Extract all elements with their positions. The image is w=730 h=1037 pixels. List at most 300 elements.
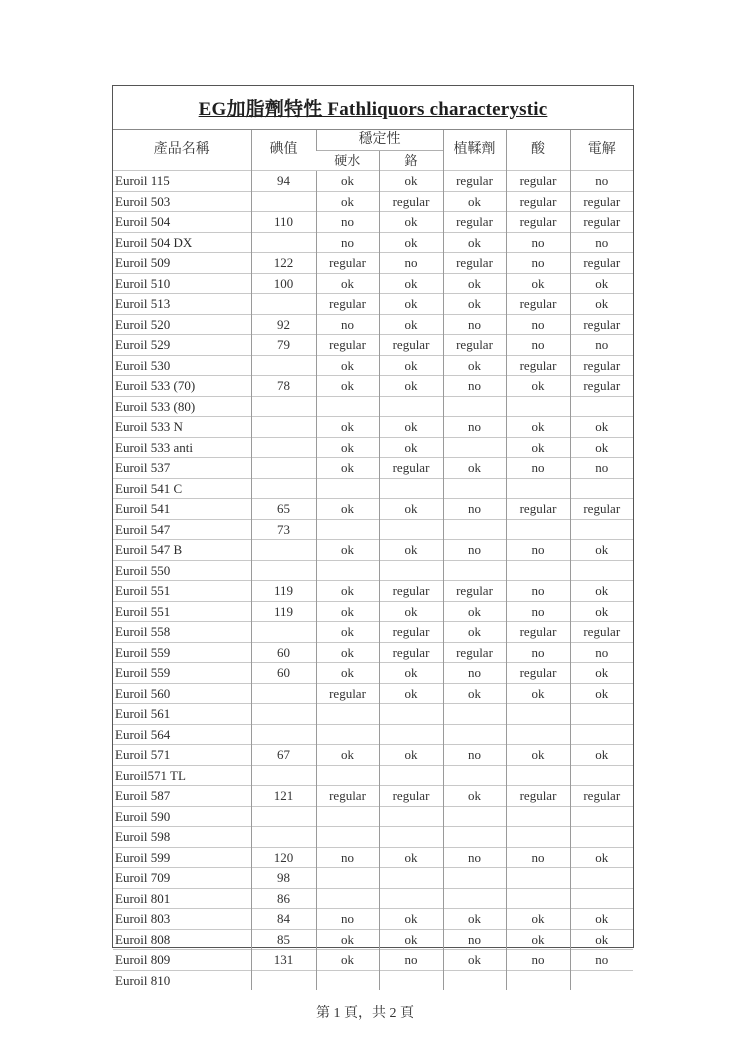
- acid-cell: [506, 868, 570, 889]
- table-row: [113, 335, 633, 356]
- acid-cell: no: [506, 458, 570, 479]
- electrolyte-cell: [570, 724, 633, 745]
- iodine-value-cell: 60: [251, 663, 316, 684]
- acid-cell: regular: [506, 663, 570, 684]
- iodine-value-cell: [251, 970, 316, 990]
- electrolyte-cell: ok: [570, 909, 633, 930]
- vegetable-tanning-cell: no: [443, 376, 506, 397]
- iodine-value-cell: 100: [251, 273, 316, 294]
- table-row: [113, 765, 633, 786]
- product-name-cell: Euroil 533 (70): [113, 376, 251, 397]
- acid-cell: regular: [506, 499, 570, 520]
- page-footer: 第 1 頁，共 2 頁: [316, 1006, 414, 1021]
- vegetable-tanning-cell: [443, 970, 506, 990]
- table-row: [113, 663, 633, 684]
- acid-cell: no: [506, 232, 570, 253]
- vegetable-tanning-cell: [443, 478, 506, 499]
- product-name-cell: Euroil 533 N: [113, 417, 251, 438]
- chrome-cell: ok: [379, 417, 443, 438]
- acid-cell: regular: [506, 786, 570, 807]
- hard-water-cell: ok: [316, 437, 379, 458]
- vegetable-tanning-cell: ok: [443, 683, 506, 704]
- product-name-cell: Euroil 504 DX: [113, 232, 251, 253]
- acid-cell: [506, 560, 570, 581]
- table-row: [113, 786, 633, 807]
- hard-water-cell: ok: [316, 929, 379, 950]
- acid-cell: no: [506, 335, 570, 356]
- iodine-value-cell: 110: [251, 212, 316, 233]
- hard-water-cell: [316, 704, 379, 725]
- iodine-value-cell: 131: [251, 950, 316, 971]
- acid-cell: no: [506, 253, 570, 274]
- chrome-cell: ok: [379, 355, 443, 376]
- chrome-cell: [379, 560, 443, 581]
- product-name-cell: Euroil 564: [113, 724, 251, 745]
- product-name-cell: Euroil 598: [113, 827, 251, 848]
- chrome-cell: regular: [379, 622, 443, 643]
- acid-cell: ok: [506, 683, 570, 704]
- header-electrolyte: 電解: [570, 130, 633, 171]
- iodine-value-cell: 94: [251, 171, 316, 192]
- hard-water-cell: [316, 519, 379, 540]
- chrome-cell: ok: [379, 437, 443, 458]
- table-row: [113, 191, 633, 212]
- vegetable-tanning-cell: ok: [443, 458, 506, 479]
- vegetable-tanning-cell: regular: [443, 581, 506, 602]
- acid-cell: no: [506, 601, 570, 622]
- chrome-cell: [379, 806, 443, 827]
- electrolyte-cell: regular: [570, 314, 633, 335]
- table-row: [113, 232, 633, 253]
- acid-cell: ok: [506, 909, 570, 930]
- header-product-name: 產品名稱: [153, 142, 210, 158]
- table-row: [113, 478, 633, 499]
- chrome-cell: ok: [379, 232, 443, 253]
- electrolyte-cell: ok: [570, 663, 633, 684]
- product-name-cell: Euroil 529: [113, 335, 251, 356]
- product-name-cell: Euroil 115: [113, 171, 251, 192]
- product-name-cell: Euroil 541 C: [113, 478, 251, 499]
- product-name-cell: Euroil 559: [113, 663, 251, 684]
- electrolyte-cell: ok: [570, 929, 633, 950]
- vegetable-tanning-cell: [443, 827, 506, 848]
- electrolyte-cell: regular: [570, 622, 633, 643]
- product-name-cell: Euroil 590: [113, 806, 251, 827]
- table-row: [113, 642, 633, 663]
- table-row: [113, 519, 633, 540]
- product-name-cell: Euroil 560: [113, 683, 251, 704]
- product-name-cell: Euroil 547 B: [113, 540, 251, 561]
- hard-water-cell: ok: [316, 581, 379, 602]
- vegetable-tanning-cell: ok: [443, 622, 506, 643]
- electrolyte-cell: regular: [570, 376, 633, 397]
- hard-water-cell: regular: [316, 294, 379, 315]
- acid-cell: ok: [506, 417, 570, 438]
- electrolyte-cell: regular: [570, 212, 633, 233]
- hard-water-cell: regular: [316, 335, 379, 356]
- acid-cell: [506, 478, 570, 499]
- hard-water-cell: ok: [316, 355, 379, 376]
- table-row: [113, 868, 633, 889]
- product-name-cell: Euroil 551: [113, 601, 251, 622]
- electrolyte-cell: regular: [570, 499, 633, 520]
- table-row: [113, 294, 633, 315]
- vegetable-tanning-cell: [443, 396, 506, 417]
- product-name-cell: Euroil 541: [113, 499, 251, 520]
- table-row: [113, 540, 633, 561]
- product-name-cell: Euroil 504: [113, 212, 251, 233]
- electrolyte-cell: ok: [570, 437, 633, 458]
- chrome-cell: ok: [379, 540, 443, 561]
- chrome-cell: ok: [379, 683, 443, 704]
- chrome-cell: ok: [379, 499, 443, 520]
- product-name-cell: Euroil 533 (80): [113, 396, 251, 417]
- chrome-cell: ok: [379, 909, 443, 930]
- vegetable-tanning-cell: regular: [443, 171, 506, 192]
- electrolyte-cell: ok: [570, 601, 633, 622]
- vegetable-tanning-cell: no: [443, 499, 506, 520]
- table-row: [113, 437, 633, 458]
- electrolyte-cell: [570, 560, 633, 581]
- chrome-cell: [379, 888, 443, 909]
- table-row: [113, 560, 633, 581]
- acid-cell: ok: [506, 273, 570, 294]
- iodine-value-cell: [251, 417, 316, 438]
- hard-water-cell: [316, 478, 379, 499]
- product-name-cell: Euroil 599: [113, 847, 251, 868]
- vegetable-tanning-cell: ok: [443, 191, 506, 212]
- electrolyte-cell: [570, 519, 633, 540]
- chrome-cell: regular: [379, 191, 443, 212]
- product-name-cell: Euroil 550: [113, 560, 251, 581]
- vegetable-tanning-cell: no: [443, 745, 506, 766]
- hard-water-cell: [316, 827, 379, 848]
- electrolyte-cell: [570, 827, 633, 848]
- chrome-cell: regular: [379, 642, 443, 663]
- acid-cell: regular: [506, 355, 570, 376]
- chrome-cell: [379, 827, 443, 848]
- electrolyte-cell: [570, 868, 633, 889]
- acid-cell: no: [506, 314, 570, 335]
- product-name-cell: Euroil 530: [113, 355, 251, 376]
- chrome-cell: ok: [379, 273, 443, 294]
- iodine-value-cell: [251, 355, 316, 376]
- hard-water-cell: ok: [316, 171, 379, 192]
- chrome-cell: [379, 478, 443, 499]
- chrome-cell: ok: [379, 601, 443, 622]
- iodine-value-cell: 78: [251, 376, 316, 397]
- electrolyte-cell: no: [570, 458, 633, 479]
- product-name-cell: Euroil 587: [113, 786, 251, 807]
- chrome-cell: ok: [379, 663, 443, 684]
- acid-cell: regular: [506, 212, 570, 233]
- hard-water-cell: [316, 888, 379, 909]
- chrome-cell: ok: [379, 294, 443, 315]
- acid-cell: no: [506, 581, 570, 602]
- vegetable-tanning-cell: no: [443, 540, 506, 561]
- header-chrome: 鉻: [379, 150, 443, 171]
- chrome-cell: ok: [379, 212, 443, 233]
- acid-cell: [506, 724, 570, 745]
- vegetable-tanning-cell: [443, 560, 506, 581]
- acid-cell: [506, 806, 570, 827]
- hard-water-cell: ok: [316, 540, 379, 561]
- acid-cell: [506, 396, 570, 417]
- hard-water-cell: ok: [316, 601, 379, 622]
- acid-cell: regular: [506, 171, 570, 192]
- hard-water-cell: ok: [316, 950, 379, 971]
- acid-cell: no: [506, 847, 570, 868]
- chrome-cell: [379, 765, 443, 786]
- iodine-value-cell: 79: [251, 335, 316, 356]
- header-hard-water: 硬水: [316, 150, 379, 171]
- iodine-value-cell: [251, 540, 316, 561]
- iodine-value-cell: [251, 683, 316, 704]
- iodine-value-cell: 84: [251, 909, 316, 930]
- chrome-cell: ok: [379, 745, 443, 766]
- electrolyte-cell: no: [570, 171, 633, 192]
- iodine-value-cell: [251, 458, 316, 479]
- product-name-cell: Euroil 808: [113, 929, 251, 950]
- electrolyte-cell: ok: [570, 581, 633, 602]
- table-row: [113, 622, 633, 643]
- product-name-cell: Euroil571 TL: [113, 765, 251, 786]
- chrome-cell: regular: [379, 458, 443, 479]
- table-row: [113, 847, 633, 868]
- electrolyte-cell: regular: [570, 191, 633, 212]
- chrome-cell: ok: [379, 376, 443, 397]
- chrome-cell: regular: [379, 581, 443, 602]
- document-title-bar: [113, 86, 633, 130]
- iodine-value-cell: 98: [251, 868, 316, 889]
- product-name-cell: Euroil 810: [113, 970, 251, 990]
- electrolyte-cell: regular: [570, 253, 633, 274]
- electrolyte-cell: no: [570, 232, 633, 253]
- vegetable-tanning-cell: no: [443, 663, 506, 684]
- table-row: [113, 950, 633, 971]
- iodine-value-cell: 122: [251, 253, 316, 274]
- acid-cell: ok: [506, 437, 570, 458]
- iodine-value-cell: 60: [251, 642, 316, 663]
- chrome-cell: [379, 868, 443, 889]
- iodine-value-cell: [251, 437, 316, 458]
- electrolyte-cell: [570, 478, 633, 499]
- chrome-cell: [379, 519, 443, 540]
- vegetable-tanning-cell: [443, 806, 506, 827]
- acid-cell: [506, 519, 570, 540]
- hard-water-cell: ok: [316, 273, 379, 294]
- vegetable-tanning-cell: [443, 704, 506, 725]
- header-iodine-value: 碘值: [251, 130, 316, 171]
- table-row: [113, 171, 633, 192]
- vegetable-tanning-cell: regular: [443, 212, 506, 233]
- hard-water-cell: [316, 765, 379, 786]
- hard-water-cell: ok: [316, 663, 379, 684]
- electrolyte-cell: [570, 970, 633, 990]
- chrome-cell: [379, 396, 443, 417]
- acid-cell: ok: [506, 745, 570, 766]
- electrolyte-cell: ok: [570, 417, 633, 438]
- vegetable-tanning-cell: no: [443, 847, 506, 868]
- electrolyte-cell: no: [570, 335, 633, 356]
- table-row: [113, 355, 633, 376]
- iodine-value-cell: 119: [251, 601, 316, 622]
- vegetable-tanning-cell: no: [443, 417, 506, 438]
- fatliquor-table: [113, 130, 633, 990]
- electrolyte-cell: ok: [570, 273, 633, 294]
- hard-water-cell: ok: [316, 458, 379, 479]
- chrome-cell: ok: [379, 847, 443, 868]
- iodine-value-cell: 85: [251, 929, 316, 950]
- electrolyte-cell: regular: [570, 355, 633, 376]
- product-name-cell: Euroil 509: [113, 253, 251, 274]
- hard-water-cell: [316, 724, 379, 745]
- acid-cell: no: [506, 950, 570, 971]
- document-title: EG加脂劑特性 Fathliquors characterystic: [198, 99, 548, 120]
- vegetable-tanning-cell: no: [443, 314, 506, 335]
- chrome-cell: [379, 704, 443, 725]
- iodine-value-cell: 92: [251, 314, 316, 335]
- iodine-value-cell: 67: [251, 745, 316, 766]
- iodine-value-cell: [251, 827, 316, 848]
- iodine-value-cell: [251, 724, 316, 745]
- table-row: [113, 724, 633, 745]
- vegetable-tanning-cell: regular: [443, 335, 506, 356]
- vegetable-tanning-cell: ok: [443, 294, 506, 315]
- product-name-cell: Euroil 803: [113, 909, 251, 930]
- vegetable-tanning-cell: [443, 868, 506, 889]
- iodine-value-cell: 65: [251, 499, 316, 520]
- vegetable-tanning-cell: regular: [443, 642, 506, 663]
- product-name-cell: Euroil 709: [113, 868, 251, 889]
- table-row: [113, 601, 633, 622]
- vegetable-tanning-cell: regular: [443, 253, 506, 274]
- vegetable-tanning-cell: ok: [443, 909, 506, 930]
- table-row: [113, 683, 633, 704]
- vegetable-tanning-cell: [443, 437, 506, 458]
- chrome-cell: no: [379, 253, 443, 274]
- table-row: [113, 458, 633, 479]
- iodine-value-cell: [251, 560, 316, 581]
- chrome-cell: [379, 970, 443, 990]
- vegetable-tanning-cell: ok: [443, 355, 506, 376]
- electrolyte-cell: [570, 888, 633, 909]
- table-row: [113, 929, 633, 950]
- product-name-cell: Euroil 801: [113, 888, 251, 909]
- product-name-cell: Euroil 520: [113, 314, 251, 335]
- table-row: [113, 212, 633, 233]
- electrolyte-cell: [570, 765, 633, 786]
- electrolyte-cell: [570, 704, 633, 725]
- table-header: [113, 130, 633, 171]
- iodine-value-cell: [251, 765, 316, 786]
- acid-cell: ok: [506, 929, 570, 950]
- hard-water-cell: ok: [316, 417, 379, 438]
- vegetable-tanning-cell: [443, 888, 506, 909]
- hard-water-cell: [316, 868, 379, 889]
- table-row: [113, 970, 633, 990]
- iodine-value-cell: [251, 806, 316, 827]
- hard-water-cell: [316, 806, 379, 827]
- table-row: [113, 253, 633, 274]
- product-name-cell: Euroil 513: [113, 294, 251, 315]
- table-row: [113, 704, 633, 725]
- hard-water-cell: no: [316, 232, 379, 253]
- hard-water-cell: [316, 970, 379, 990]
- hard-water-cell: ok: [316, 499, 379, 520]
- product-name-cell: Euroil 547: [113, 519, 251, 540]
- product-name-cell: Euroil 809: [113, 950, 251, 971]
- hard-water-cell: ok: [316, 745, 379, 766]
- electrolyte-cell: ok: [570, 294, 633, 315]
- acid-cell: no: [506, 540, 570, 561]
- hard-water-cell: ok: [316, 622, 379, 643]
- acid-cell: regular: [506, 294, 570, 315]
- hard-water-cell: ok: [316, 376, 379, 397]
- product-name-cell: Euroil 561: [113, 704, 251, 725]
- hard-water-cell: regular: [316, 683, 379, 704]
- electrolyte-cell: ok: [570, 745, 633, 766]
- acid-cell: [506, 888, 570, 909]
- vegetable-tanning-cell: ok: [443, 786, 506, 807]
- acid-cell: [506, 827, 570, 848]
- iodine-value-cell: 120: [251, 847, 316, 868]
- product-name-cell: Euroil 551: [113, 581, 251, 602]
- iodine-value-cell: 121: [251, 786, 316, 807]
- product-name-cell: Euroil 503: [113, 191, 251, 212]
- electrolyte-cell: regular: [570, 786, 633, 807]
- chrome-cell: ok: [379, 171, 443, 192]
- table-row: [113, 376, 633, 397]
- vegetable-tanning-cell: ok: [443, 950, 506, 971]
- electrolyte-cell: [570, 806, 633, 827]
- acid-cell: regular: [506, 191, 570, 212]
- product-name-cell: Euroil 533 anti: [113, 437, 251, 458]
- chrome-cell: regular: [379, 786, 443, 807]
- iodine-value-cell: [251, 191, 316, 212]
- table-row: [113, 806, 633, 827]
- iodine-value-cell: [251, 622, 316, 643]
- iodine-value-cell: 119: [251, 581, 316, 602]
- chrome-cell: ok: [379, 929, 443, 950]
- table-row: [113, 827, 633, 848]
- product-name-cell: Euroil 571: [113, 745, 251, 766]
- hard-water-cell: regular: [316, 786, 379, 807]
- table-row: [113, 396, 633, 417]
- acid-cell: [506, 970, 570, 990]
- iodine-value-cell: 73: [251, 519, 316, 540]
- hard-water-cell: no: [316, 909, 379, 930]
- iodine-value-cell: [251, 232, 316, 253]
- table-row: [113, 273, 633, 294]
- acid-cell: [506, 704, 570, 725]
- chrome-cell: ok: [379, 314, 443, 335]
- iodine-value-cell: [251, 478, 316, 499]
- header-vegetable-tanning: 植鞣劑: [443, 130, 506, 171]
- table-row: [113, 314, 633, 335]
- table-row: [113, 499, 633, 520]
- electrolyte-cell: no: [570, 950, 633, 971]
- hard-water-cell: regular: [316, 253, 379, 274]
- product-name-cell: Euroil 559: [113, 642, 251, 663]
- hard-water-cell: no: [316, 212, 379, 233]
- table-body: [113, 171, 633, 991]
- electrolyte-cell: ok: [570, 683, 633, 704]
- acid-cell: ok: [506, 376, 570, 397]
- product-name-cell: Euroil 537: [113, 458, 251, 479]
- table-row: [113, 909, 633, 930]
- acid-cell: [506, 765, 570, 786]
